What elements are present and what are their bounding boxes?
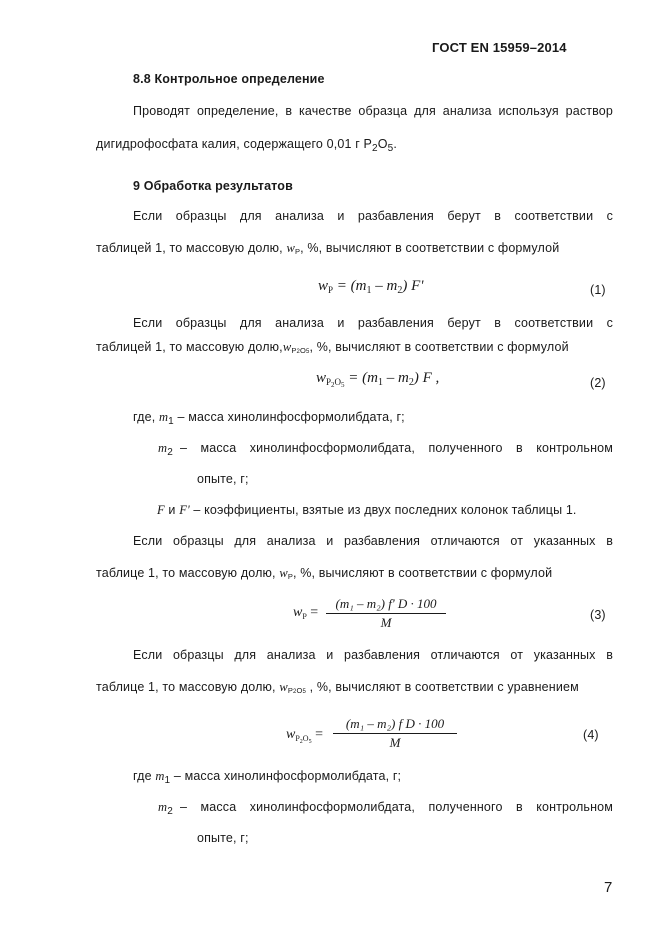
subscript: O xyxy=(296,686,303,695)
subscript: 2 xyxy=(296,349,300,355)
text-run: , %, вычисляют в соответствии с формулой xyxy=(309,340,569,354)
where-line xyxy=(133,769,401,784)
symbol: m xyxy=(158,441,168,455)
formula-3-lhs xyxy=(293,605,318,621)
fraction-numerator: (m₁ – m₂) f' D · 100 xyxy=(326,596,446,614)
subscript: P xyxy=(328,285,334,295)
symbol: w xyxy=(279,566,288,580)
formula-number: (2) xyxy=(590,376,606,390)
symbol: m xyxy=(158,800,168,814)
subscript: P xyxy=(302,612,307,621)
where-definition: – масса хинолинфосформолибдата, полученного в контрольном xyxy=(180,441,613,455)
symbol: w xyxy=(293,605,303,620)
where-definition: – масса хинолинфосформолибдата, полученного в контрольном xyxy=(180,800,613,814)
paragraph-line: Если образцы для анализа и разбавления отличаются от указанных в xyxy=(133,534,613,548)
subscript: 2 xyxy=(408,377,414,388)
subscript: 2 xyxy=(299,739,303,745)
subscript: 1 xyxy=(377,377,383,388)
coefficients-line xyxy=(157,503,577,518)
text-run: таблицей 1, то массовую долю, xyxy=(96,340,283,354)
section-8-8-title: 8.8 Контрольное определение xyxy=(133,72,325,86)
subscript: P xyxy=(287,686,293,695)
formula-number: (3) xyxy=(590,608,606,622)
formula-4-fraction xyxy=(333,716,457,751)
equals-sign: = xyxy=(315,727,323,742)
subscript: P xyxy=(291,346,297,355)
subscript: P xyxy=(326,377,332,387)
paragraph-line: Если образцы для анализа и разбавления отличаются от указанных в xyxy=(133,648,613,662)
subscript: 5 xyxy=(305,349,310,355)
paragraph-line xyxy=(96,680,579,695)
formula-1 xyxy=(318,278,423,295)
subscript: 2 xyxy=(167,447,173,458)
text-run: таблицей 1, то массовую долю, xyxy=(96,241,287,255)
paragraph-line: Если образцы для анализа и разбавления берут в соответствии с xyxy=(133,209,613,223)
page-number: 7 xyxy=(604,879,613,896)
text-run: , %, вычисляют в соответствии с уравнением xyxy=(305,680,579,694)
formula-part: – m xyxy=(382,370,409,386)
symbol: F xyxy=(157,503,165,517)
symbol: w xyxy=(279,680,288,694)
formula-part: – m xyxy=(371,278,398,294)
formula-2 xyxy=(316,370,439,387)
text-run: – коэффициенты, взятые из двух последних колонок таблицы 1. xyxy=(189,503,577,517)
paragraph-line xyxy=(96,340,569,355)
symbol: w xyxy=(282,340,292,354)
where-definition-cont: опыте, г; xyxy=(197,472,249,486)
symbol: w xyxy=(286,727,296,742)
subscript: O xyxy=(302,734,309,743)
subscript: 5 xyxy=(341,381,345,389)
subscript: 5 xyxy=(308,739,312,745)
formula-part: = (m xyxy=(336,278,367,294)
paragraph-line xyxy=(96,566,552,581)
text-run: и xyxy=(164,503,180,517)
paragraph-line xyxy=(96,137,397,154)
symbol: w xyxy=(316,370,327,386)
symbol: w xyxy=(318,278,329,294)
formula-number: (4) xyxy=(583,728,599,742)
subscript: 5 xyxy=(387,143,394,154)
paragraph-line xyxy=(96,241,559,256)
where-symbol xyxy=(158,441,173,456)
formula-3-fraction xyxy=(326,596,446,631)
formula-part: ) F , xyxy=(413,370,440,386)
formula-number: (1) xyxy=(590,283,606,297)
text-run: O xyxy=(377,137,388,151)
text-run: – масса хинолинфосформолибдата, г; xyxy=(170,769,402,783)
text-run: , %, вычисляют в соответствии с формулой xyxy=(292,566,553,580)
fraction-numerator: (m₁ – m₂) f D · 100 xyxy=(333,716,457,734)
subscript: 2 xyxy=(331,381,335,389)
text-run: где, xyxy=(133,410,159,424)
subscript: 2 xyxy=(292,689,297,695)
where-definition-cont: опыте, г; xyxy=(197,831,249,845)
subscript: 1 xyxy=(164,775,171,786)
symbol: m xyxy=(155,769,165,783)
subscript: P xyxy=(295,734,300,743)
formula-part: ) F' xyxy=(402,278,424,294)
document-id-header: ГОСТ EN 15959–2014 xyxy=(432,40,567,55)
text-run: дигидрофосфата калия, содержащего 0,01 г P xyxy=(96,137,373,151)
text-run: – масса хинолинфосформолибдата, г; xyxy=(173,410,405,424)
subscript: 2 xyxy=(167,806,173,817)
symbol: F' xyxy=(179,503,190,517)
subscript: 2 xyxy=(397,285,403,296)
text-run: . xyxy=(393,137,397,151)
subscript: 1 xyxy=(366,285,372,296)
symbol: m xyxy=(158,410,169,424)
text-run: где xyxy=(133,769,156,783)
section-9-title: 9 Обработка результатов xyxy=(133,179,293,193)
fraction-denominator: M xyxy=(380,615,392,630)
subscript: P xyxy=(294,247,301,256)
where-line xyxy=(133,410,405,425)
fraction-denominator: M xyxy=(389,735,401,750)
where-symbol xyxy=(158,800,173,815)
subscript: O xyxy=(299,346,306,355)
paragraph-line: Если образцы для анализа и разбавления берут в соответствии с xyxy=(133,316,613,330)
subscript: P xyxy=(287,572,293,581)
subscript: 2 xyxy=(372,143,378,154)
symbol: w xyxy=(286,241,295,255)
subscript: O xyxy=(334,377,342,387)
paragraph-line: Проводят определение, в качестве образца для анализа используя раствор xyxy=(133,104,613,118)
subscript: 5 xyxy=(302,689,306,695)
formula-part: = (m xyxy=(348,370,378,386)
text-run: , %, вычисляют в соответствии с формулой xyxy=(300,241,560,255)
equals-sign: = xyxy=(310,605,319,620)
text-run: таблице 1, то массовую долю, xyxy=(96,566,280,580)
subscript: 1 xyxy=(168,416,174,427)
formula-4-lhs xyxy=(286,727,323,743)
text-run: таблице 1, то массовую долю, xyxy=(96,680,280,694)
